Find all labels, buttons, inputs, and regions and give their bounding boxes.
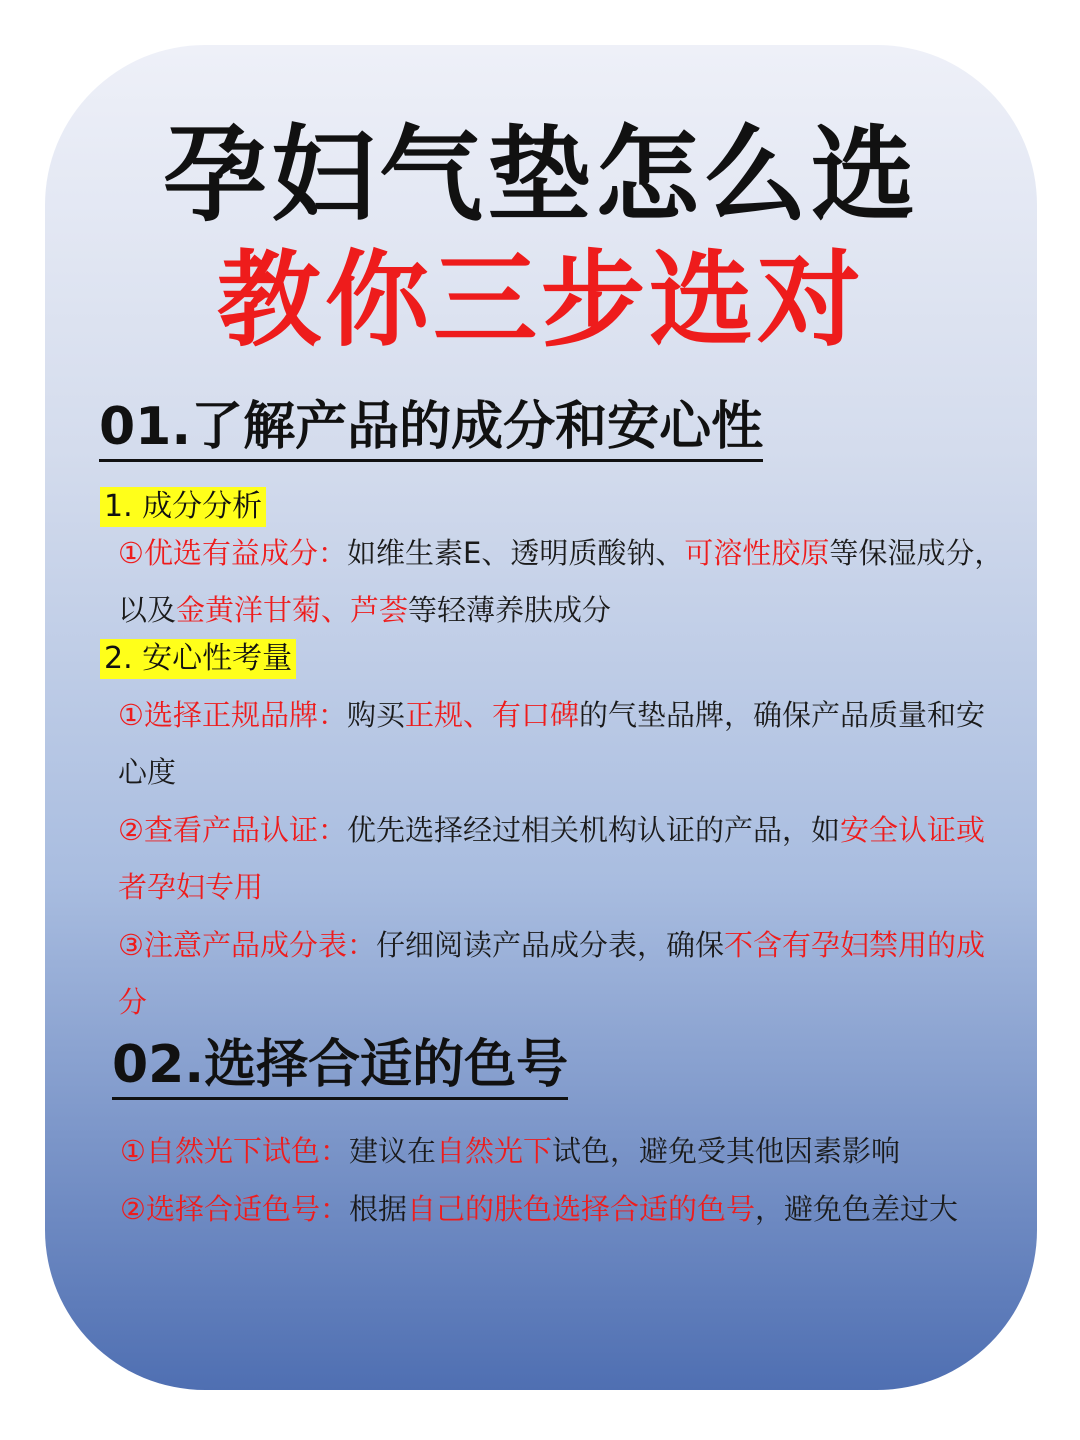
brand-item: ①选择正规品牌：购买正规、有口碑的气垫品牌，确保产品质量和安心度 bbox=[118, 698, 986, 789]
item-lead: ③注意产品成分表： bbox=[118, 928, 376, 962]
item-lead: ①优选有益成分： bbox=[118, 536, 347, 570]
item-lead: ②选择合适色号： bbox=[120, 1192, 349, 1226]
ingredient-benefit-item: ①优选有益成分：如维生素E、透明质酸钠、可溶性胶原等保湿成分，以及金黄洋甘菊、芦荟等轻薄养肤成分 bbox=[118, 536, 1004, 627]
shade-item: ②选择合适色号：根据自己的肤色选择合适的色号，避免色差过大 bbox=[120, 1192, 959, 1226]
main-title: 孕妇气垫怎么选 bbox=[162, 114, 919, 236]
certification-item: ②查看产品认证：优先选择经过相关机构认证的产品，如安全认证或者孕妇专用 bbox=[118, 813, 986, 904]
section1-sub1-label: 1. 成分分析 bbox=[100, 487, 266, 527]
natural-light-item: ①自然光下试色：建议在自然光下试色，避免受其他因素影响 bbox=[120, 1134, 901, 1168]
item-lead: ①自然光下试色： bbox=[120, 1134, 349, 1168]
item-lead: ①选择正规品牌： bbox=[118, 698, 347, 732]
item-lead: ②查看产品认证： bbox=[118, 813, 347, 847]
content-card bbox=[45, 45, 1037, 1390]
ingredient-list-item: ③注意产品成分表：仔细阅读产品成分表，确保不含有孕妇禁用的成分 bbox=[118, 928, 986, 1019]
section1-sub2-label: 2. 安心性考量 bbox=[100, 639, 296, 679]
section1-heading: 01.了解产品的成分和安心性 bbox=[99, 397, 763, 462]
section2-heading: 02.选择合适的色号 bbox=[112, 1035, 568, 1100]
main-subtitle: 教你三步选对 bbox=[216, 239, 865, 361]
